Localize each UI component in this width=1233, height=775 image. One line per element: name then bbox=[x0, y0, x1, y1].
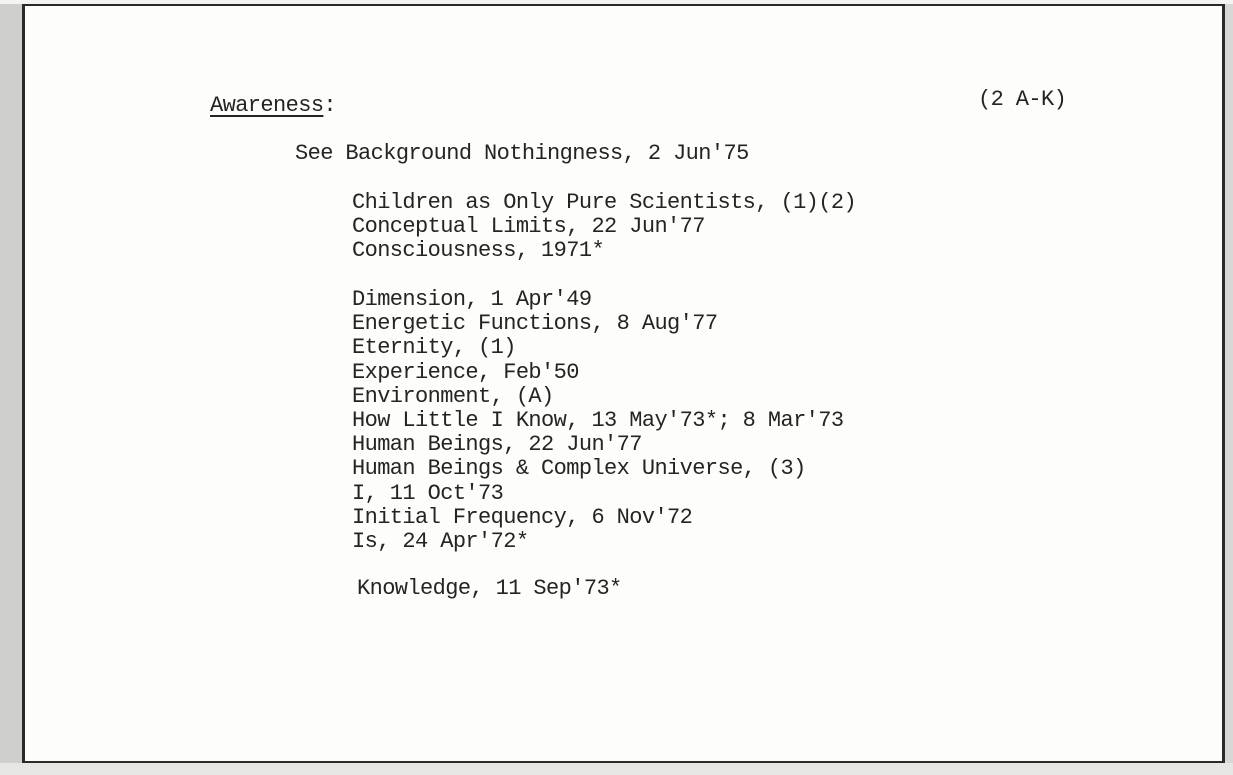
list-item: Knowledge, 11 Sep'73* bbox=[357, 576, 622, 601]
list-item: How Little I Know, 13 May'73*; 8 Mar'73 bbox=[352, 407, 844, 433]
list-item: Conceptual Limits, 22 Jun'77 bbox=[352, 214, 705, 240]
list-item: Energetic Functions, 8 Aug'77 bbox=[352, 311, 718, 337]
heading-word: Awareness bbox=[210, 93, 324, 118]
list-item: Consciousness, 1971* bbox=[352, 238, 605, 264]
entry-heading bbox=[210, 94, 336, 118]
page-edge bbox=[0, 0, 22, 775]
list-item: Dimension, 1 Apr'49 bbox=[352, 287, 592, 312]
heading-colon: : bbox=[323, 93, 337, 118]
card-code: (2 A-K) bbox=[978, 87, 1067, 112]
list-item: Is, 24 Apr'72* bbox=[352, 528, 529, 554]
bottom-margin bbox=[0, 763, 1233, 775]
list-item: Human Beings & Complex Universe, (3) bbox=[352, 456, 806, 482]
entry-group-d-i bbox=[352, 288, 843, 554]
list-item: Initial Frequency, 6 Nov'72 bbox=[352, 504, 693, 530]
list-item: Eternity, (1) bbox=[352, 335, 516, 361]
see-reference: See Background Nothingness, 2 Jun'75 bbox=[295, 141, 749, 166]
list-item: I, 11 Oct'73 bbox=[352, 480, 504, 506]
list-item: Human Beings, 22 Jun'77 bbox=[352, 432, 642, 458]
entry-group-c bbox=[352, 191, 856, 264]
list-item: Children as Only Pure Scientists, (1)(2) bbox=[352, 190, 857, 215]
list-item: Experience, Feb'50 bbox=[352, 359, 579, 385]
entry-group-k bbox=[357, 577, 622, 601]
list-item: Environment, (A) bbox=[352, 383, 554, 409]
